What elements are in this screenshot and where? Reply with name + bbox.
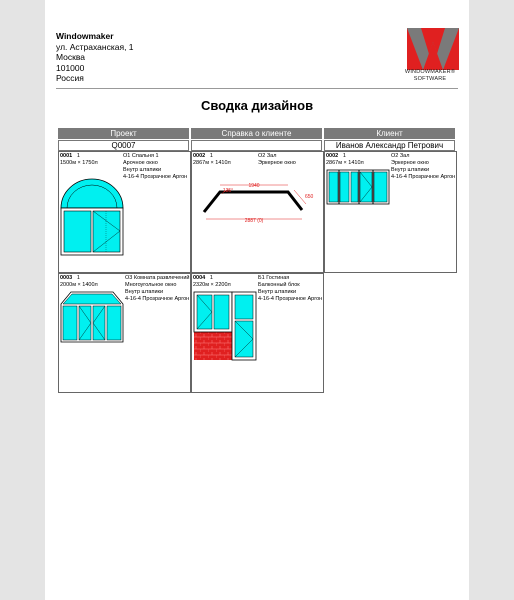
design-type: Балконный блок: [258, 282, 300, 288]
logo-caption-line1: WINDOWMAKER®: [404, 69, 456, 75]
design-cell-0001: [58, 151, 191, 273]
dim-top: 1940: [248, 183, 260, 189]
design-glass: 4-16-4 Прозрачное Аргон: [125, 296, 190, 302]
design-size: 2000м × 1400л: [60, 282, 98, 288]
company-name: Windowmaker: [56, 31, 114, 41]
design-type: Арочное окно: [123, 160, 158, 166]
arched-window-drawing: [59, 152, 190, 272]
value-client-reference: [191, 140, 322, 151]
design-size: 2867м × 1410л: [193, 160, 231, 166]
design-quantity: 1: [76, 153, 80, 159]
design-cell-0003: [58, 273, 191, 393]
design-location: Б1 Гостиная: [258, 275, 290, 281]
company-street: ул. Астраханская, 1: [56, 41, 134, 52]
design-number: 0002: [193, 153, 206, 159]
design-type: Эркерное окно: [391, 160, 429, 166]
company-country: Россия: [56, 73, 84, 83]
design-quantity: 1: [209, 275, 213, 281]
document-page: [45, 0, 469, 600]
design-cell-0004: [191, 273, 324, 393]
design-type: Эркерное окно: [258, 160, 296, 166]
design-type: Многоугольное окно: [125, 282, 177, 288]
design-number: 0002: [326, 153, 339, 159]
design-size: 2867м × 1410л: [326, 160, 364, 166]
value-project: Q0007: [58, 140, 189, 151]
bay-window-plan-drawing: [192, 152, 323, 272]
design-glass: 4-16-4 Прозрачное Аргон: [391, 174, 456, 180]
design-beading: Внутр штапики: [125, 289, 164, 295]
logo-caption-line2: SOFTWARE: [413, 76, 447, 82]
design-size: 1500м × 1750л: [60, 160, 98, 166]
design-quantity: 1: [342, 153, 346, 159]
dim-angle: 135°: [222, 188, 234, 194]
design-cell-0002-plan: [191, 151, 324, 273]
header-project: Проект: [58, 128, 189, 139]
design-number: 0004: [193, 275, 206, 281]
company-postcode: 101000: [56, 62, 85, 73]
header-divider: [56, 88, 458, 89]
brick-wall: [194, 332, 232, 360]
bay-window-elevation-drawing: [325, 152, 456, 272]
design-beading: Внутр штапики: [123, 167, 162, 173]
company-address: [56, 31, 134, 84]
design-quantity: 1: [76, 275, 80, 281]
company-city: Москва: [56, 52, 86, 62]
page-title: Сводка дизайнов: [200, 98, 314, 113]
design-number: 0001: [60, 153, 73, 159]
dim-side: 650: [305, 194, 314, 200]
header-client: Клиент: [324, 128, 455, 139]
design-number: 0003: [60, 275, 73, 281]
value-client: Иванов Александр Петрович: [324, 140, 455, 151]
design-glass: 4-16-4 Прозрачное Аргон: [123, 174, 188, 180]
design-size: 2320м × 2200л: [193, 282, 231, 288]
logo-caption: [395, 69, 465, 83]
design-location: О2 Зал: [391, 153, 410, 159]
design-location: О3 Комната развлечений: [125, 275, 190, 281]
design-beading: Внутр штапики: [258, 289, 297, 295]
polygonal-window-drawing: [59, 274, 190, 392]
design-location: О1 Спальня 1: [123, 153, 159, 159]
design-quantity: 1: [209, 153, 213, 159]
header-client-reference: Справка о клиенте: [191, 128, 322, 139]
balcony-block-drawing: [192, 274, 323, 392]
dim-total: 2887 (0): [244, 218, 264, 224]
design-glass: 4-16-4 Прозрачное Аргон: [258, 296, 323, 302]
design-location: О2 Зал: [258, 153, 277, 159]
design-cell-0002-elevation: [324, 151, 457, 273]
design-beading: Внутр штапики: [391, 167, 430, 173]
